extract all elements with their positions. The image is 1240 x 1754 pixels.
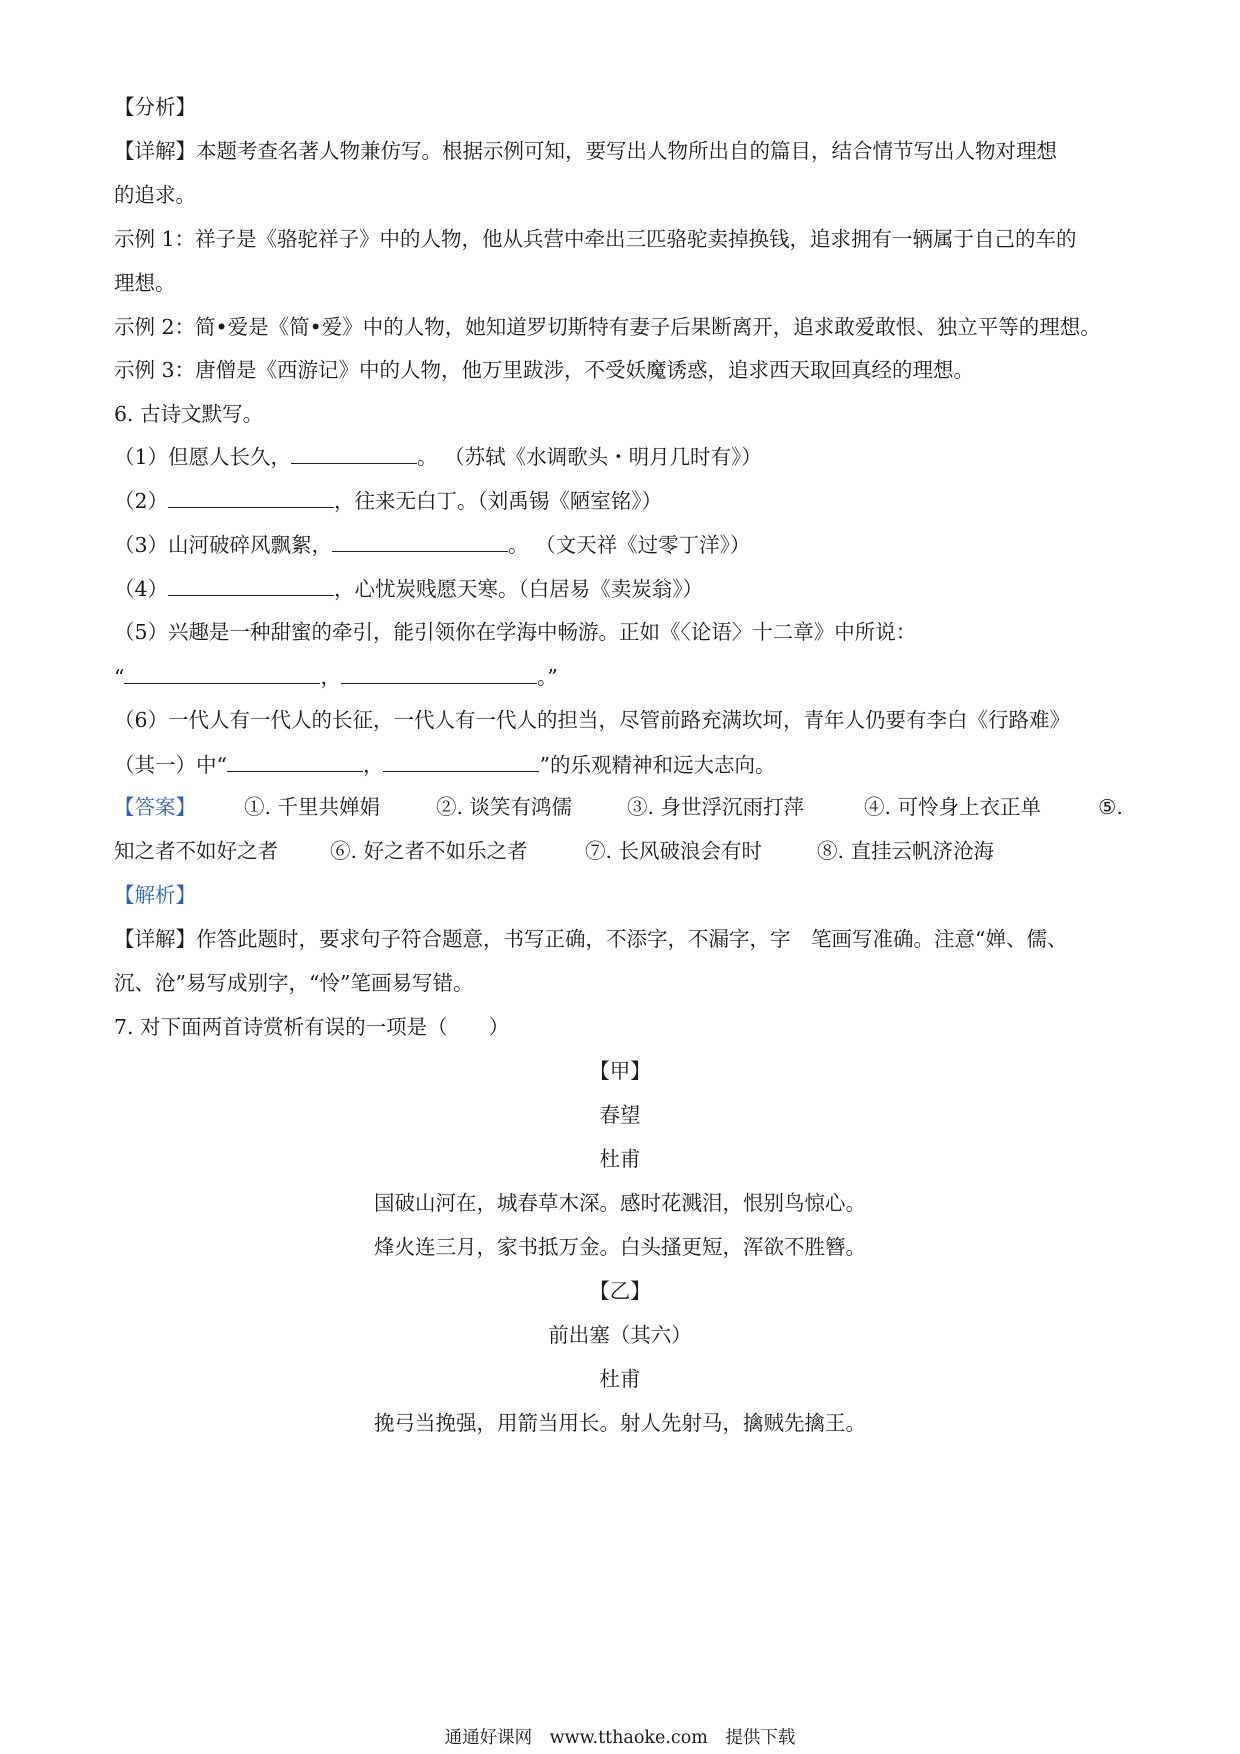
q6-sentence-1: [114, 441, 1134, 472]
q6-detail-line2: 沉、沧”易写成别字，“怜”笔画易写错。: [114, 971, 474, 995]
poem1-line1: 国破山河在，城春草木深。感时花溅泪，恨别鸟惊心。: [374, 1191, 866, 1215]
s1-prefix: （1）但愿人长久，: [114, 445, 292, 469]
analysis-heading: 【分析】: [114, 95, 196, 119]
poem1-author: 杜甫: [599, 1147, 641, 1171]
poem1-line2: 烽火连三月，家书抵万金。白头搔更短，浑欲不胜簪。: [374, 1235, 866, 1259]
answer-item-6: ⑥. 好之者不如乐之者: [330, 839, 528, 863]
s2-prefix: （2）: [114, 489, 169, 513]
example2: 示例 2：简•爱是《简•爱》中的人物，她知道罗切斯特有妻子后果断离开，追求敢爱敢恨、独立平等的理想。: [114, 315, 1101, 339]
q5-detail-line2: 的追求。: [114, 183, 196, 207]
poem-label-yi: 【乙】: [589, 1279, 651, 1303]
answer-item-4: ④. 可怜身上衣正单: [864, 795, 1042, 819]
s1-suffix: 。 （苏轼《水调歌头・明月几时有》）: [417, 445, 762, 469]
q6-sentence-6-line2: [114, 749, 1134, 780]
answer-item-1: ①. 千里共婵娟: [244, 795, 381, 819]
s6-suffix: ”的乐观精神和远大志向。: [539, 753, 776, 777]
example1-line2: 理想。: [114, 271, 176, 295]
s3-suffix: 。 （文天祥《过零丁洋》）: [508, 533, 751, 557]
answer-item-7: ⑦. 长风破浪会有时: [585, 839, 763, 863]
fill-blank-2: [168, 485, 334, 508]
fill-blank-3: [332, 529, 508, 552]
answer-item-3: ③. 身世浮沉雨打萍: [627, 795, 805, 819]
s6-comma: ，: [362, 753, 384, 777]
jiexi-label: 【解析】: [114, 883, 196, 907]
poem1-title: 春望: [599, 1103, 641, 1127]
fill-blank-6: [341, 661, 537, 684]
answer-item-2: ②. 谈笑有鸿儒: [436, 795, 573, 819]
poem2-author: 杜甫: [599, 1367, 641, 1391]
q6-sentence-6-line1: （6）一代人有一代人的长征，一代人有一代人的担当，尽管前路充满坎坷，青年人仍要有李白《行路难》: [114, 708, 1071, 732]
q6-sentence-5-line1: （5）兴趣是一种甜蜜的牵引，能引领你在学海中畅游。正如《〈论语〉十二章》中所说：: [114, 620, 917, 644]
s4-prefix: （4）: [114, 577, 169, 601]
fill-blank-4: [168, 573, 334, 596]
q6-sentence-5-line2: [114, 661, 1134, 692]
s6-prefix: （其一）中“: [114, 753, 227, 777]
s4-suffix: ，心忧炭贱愿天寒。（白居易《卖炭翁》）: [334, 577, 704, 601]
example1-line1: 示例 1：祥子是《骆驼祥子》中的人物，他从兵营中牵出三匹骆驼卖掉换钱，追求拥有一辆属于自己的车的: [114, 227, 1077, 251]
poem-label-jia: 【甲】: [589, 1059, 651, 1083]
q6-title: 6. 古诗文默写。: [114, 402, 264, 426]
q6-sentence-3: [114, 529, 1134, 560]
poem2-line1: 挽弓当挽强，用箭当用长。射人先射马，擒贼先擒王。: [374, 1411, 866, 1435]
poem2-title: 前出塞（其六）: [548, 1323, 692, 1347]
fill-blank-1: [291, 441, 417, 464]
q5-detail-line1: 【详解】本题考查名著人物兼仿写。根据示例可知，要写出人物所出自的篇目，结合情节写出人物对理想: [114, 139, 1057, 163]
s2-suffix: ，往来无白丁。（刘禹锡《陋室铭》）: [334, 489, 663, 513]
answer-label: 【答案】: [114, 795, 196, 819]
q6-sentence-4: [114, 573, 1134, 604]
s3-prefix: （3）山河破碎风飘絮，: [114, 533, 333, 557]
answer-item-8: ⑧. 直挂云帆济沧海: [817, 839, 995, 863]
answer-item-5-text: 知之者不如好之者: [114, 839, 278, 863]
fill-blank-7: [227, 749, 363, 772]
q6-sentence-2: [114, 485, 1134, 516]
page-footer: 通通好课网 www.tthaoke.com 提供下载: [444, 1728, 796, 1748]
example3: 示例 3：唐僧是《西游记》中的人物，他万里跋涉，不受妖魔诱惑，追求西天取回真经的理想。: [114, 358, 975, 382]
q6-detail-line1: 【详解】作答此题时，要求句子符合题意，书写正确，不添字，不漏字，字 笔画写准确。注意“婵、儒、: [114, 927, 1068, 951]
fill-blank-8: [383, 749, 539, 772]
answer-item-5-number: ⑤.: [1098, 795, 1123, 819]
s5-open-quote: “: [114, 665, 125, 689]
fill-blank-5: [124, 661, 320, 684]
s5-comma: ，: [320, 665, 341, 689]
s5-close: 。”: [536, 665, 558, 689]
q7-title: 7. 对下面两首诗赏析有误的一项是（ ）: [114, 1015, 510, 1039]
